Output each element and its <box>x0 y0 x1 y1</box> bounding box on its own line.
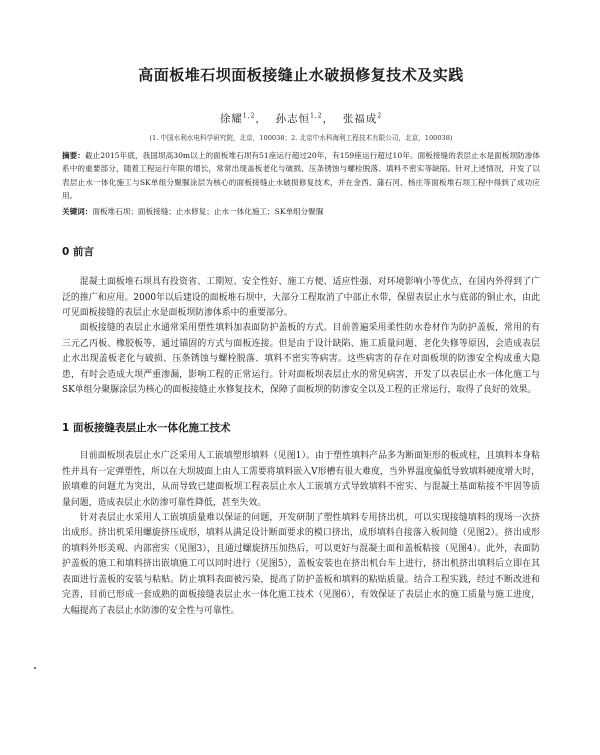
paragraph: 面板接缝的表层止水通常采用塑性填料加表面防护盖板的方式。目前普遍采用柔性防水卷材作为防护盖板，常用的有三元乙丙板、橡胶板等，通过锚固的方式与面板连接。但是由于设计缺陷、施工质量问题、老化失修等原因，会造成表层止水出现盖板老化与破损、压条锈蚀与螺栓脱落、填料不密实等病害。这些病害的存在对面板坝的防渗安全构成重大隐患，有时会造成大坝严重渗漏，影响工程的正常运行。针对面板坝表层止水的常见病害，开发了以表层止水一体化施工与SK单组分聚脲涂层为核心的面板接缝止水修复技术，保障了面板坝的防渗安全以及工程的正常运行，取得了良好的效果。 <box>62 323 540 396</box>
author-separator: ， <box>322 113 335 125</box>
author-name: 徐耀 <box>219 113 243 125</box>
author-affil-marker: 1,2 <box>242 112 256 120</box>
section-heading-1: 1 面板接缝表层止水一体化施工技术 <box>62 422 231 435</box>
paragraph: 目前面板坝表层止水广泛采用人工嵌填塑形填料（见图1）。由于塑性填料产品多为断面矩形的板或柱，且填料本身粘性并具有一定弹塑性，所以在大坝坡面上由人工需要将填料嵌入V形槽有很大难度，当外界温度偏低导致填料硬度增大时，嵌填难的问题尤为突出，从而导致已建面板坝工程表层止水人工嵌填方式导致填料不密实、与混凝土基面粘接不牢固等质量问题，造成表层止水防渗可靠性降低，甚至失效。 <box>62 451 540 508</box>
section-preface-body <box>62 275 540 398</box>
author-affil-marker: 2 <box>377 112 383 120</box>
author-name: 孙志恒 <box>275 113 311 125</box>
section-heading-preface: 0 前言 <box>62 246 94 259</box>
abstract <box>62 149 540 202</box>
scan-mark <box>34 667 36 669</box>
author-name: 张福成 <box>342 113 378 125</box>
author-affil-marker: 1,2 <box>310 112 323 120</box>
paragraph: 混凝土面板堆石坝具有投资省、工期短、安全性好、施工方便、适应性强、对环境影响小等优点，在国内外得到了广泛的推广和应用。2000年以后建设的面板堆石坝中，大部分工程取消了中部止水带，保留表层止水与底部的铜止水，由此可见面板接缝的表层止水是面板坝防渗体系中的重要部分。 <box>62 277 540 318</box>
paper-title: 高面板堆石坝面板接缝止水破损修复技术及实践 <box>138 66 464 84</box>
author-line <box>62 111 540 126</box>
affiliations: (1. 中国水利水电科学研究院，北京，100038；2. 北京中水科海利工程技术有限公司，北京，100038) <box>149 134 453 142</box>
paragraph: 针对表层止水采用人工嵌填质量难以保证的问题，开发研制了塑性填料专用挤出机，可以实现接缝填料的现场一次挤出成形。挤出机采用螺旋挤压成形，填料从满足设计断面要求的模口挤出，成形填料自接落入板间缝（见图2）。挤出成形的填料外形美观、内部密实（见图3），且通过螺旋挤压加热后，可以更好与混凝土面和盖板粘接（见图4）。此外，表面防护盖板的施工和填料挤出嵌填施工可以同时进行（见图5），盖板安装也在挤出机台车上进行，挤出机挤出填料后立即在其表面进行盖板的安装与粘贴。防止填料表面被污染，提高了防护盖板和填料的粘贴质量。结合工程实践，经过不断改进和完善，目前已形成一套成熟的面板接缝表层止水一体化施工技术（见图6），有效保证了表层止水的施工质量与施工进度，大幅提高了表层止水防渗的安全性与可靠性。 <box>62 513 540 616</box>
keywords <box>62 205 540 218</box>
keywords-text: 面板堆石坝；面板接缝；止水修复；止水一体化施工；SK单组分聚脲 <box>92 207 324 217</box>
abstract-label: 摘要： <box>62 151 85 160</box>
author-separator: ， <box>255 113 267 125</box>
section-1-body <box>62 449 540 618</box>
keywords-label: 关键词： <box>62 207 93 217</box>
abstract-text: 截止2015年底，我国坝高30m以上的面板堆石坝有51座运行超过20年，有159座运行超过10年。面板接缝的表层止水是面板坝防渗体系中的重要部分，随着工程运行年限的增长，常常出现盖板老化与破损、压条锈蚀与螺栓脱落、填料不密实等缺陷。针对上述情况，开发了以表层止水一体化施工与SK单组分聚脲涂层为核心的面板接缝止水破损修复技术，并在金西、蒲石河、杨庄等面板堆石坝工程中得到了成功应用。 <box>62 151 540 200</box>
